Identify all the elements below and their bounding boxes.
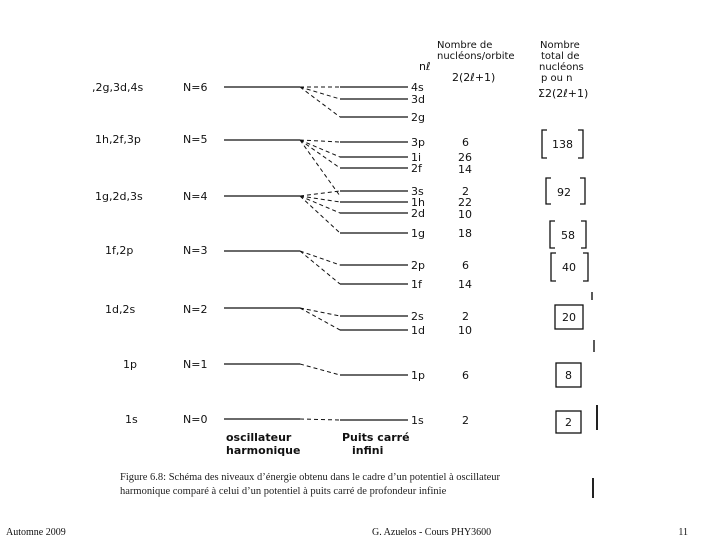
total-value: 8 — [565, 369, 572, 382]
shell-row — [105, 303, 300, 316]
level-name: 2g — [411, 111, 425, 124]
connectors — [300, 87, 340, 420]
level-name: 2p — [411, 259, 425, 272]
sw-levels — [340, 81, 472, 427]
ho-shells — [92, 81, 300, 426]
footer-center: G. Azuelos - Cours PHY3600 — [372, 527, 492, 538]
shell-label: 1d,2s — [105, 303, 136, 316]
total-value: 2 — [565, 416, 572, 429]
ho-label-line2: harmonique — [226, 444, 301, 457]
level-count: 18 — [458, 227, 472, 240]
shell-row — [95, 190, 300, 203]
level-count: 22 — [458, 196, 472, 209]
level-name: 4s — [411, 81, 424, 94]
shell-n: N=6 — [183, 81, 208, 94]
level-name: 1p — [411, 369, 425, 382]
shell-n: N=2 — [183, 303, 208, 316]
shell-row — [105, 244, 300, 257]
level-name: 3p — [411, 136, 425, 149]
total-value: 58 — [561, 229, 575, 242]
col1-formula: 2(2ℓ+1) — [452, 71, 496, 84]
col2-title-line4: p ou n — [541, 73, 573, 84]
sw-label-line1: Puits carré — [342, 431, 410, 444]
header — [419, 40, 588, 100]
bottom-labels — [226, 431, 410, 457]
level-name: 1s — [411, 414, 424, 427]
total-value: 40 — [562, 261, 576, 274]
level-count: 6 — [462, 259, 469, 272]
shell-n: N=4 — [183, 190, 208, 203]
figure-caption — [120, 472, 501, 497]
shell-n: N=5 — [183, 133, 208, 146]
level-count: 14 — [458, 163, 472, 176]
level-count: 10 — [458, 208, 472, 221]
level-count: 2 — [462, 185, 469, 198]
shell-label: 1s — [125, 413, 138, 426]
col2-formula: Σ2(2ℓ+1) — [538, 87, 589, 100]
shell-label: ,2g,3d,4s — [92, 81, 144, 94]
nl-label: nℓ — [419, 60, 431, 73]
shell-row — [123, 358, 300, 371]
shell-n: N=3 — [183, 244, 208, 257]
shell-row — [95, 133, 300, 146]
footer-left: Automne 2009 — [6, 527, 66, 538]
level-count: 6 — [462, 136, 469, 149]
shell-row — [92, 81, 300, 94]
level-name: 1g — [411, 227, 425, 240]
shell-label: 1p — [123, 358, 137, 371]
level-name: 2f — [411, 162, 422, 175]
shell-row — [125, 413, 300, 426]
level-name: 3d — [411, 93, 425, 106]
shell-label: 1h,2f,3p — [95, 133, 141, 146]
level-name: 2s — [411, 310, 424, 323]
shell-label: 1g,2d,3s — [95, 190, 143, 203]
col2-title-line2: total de — [541, 51, 580, 62]
level-name: 1h — [411, 196, 425, 209]
level-name: 2d — [411, 207, 425, 220]
level-count: 2 — [462, 310, 469, 323]
footer-page-number: 11 — [678, 527, 688, 538]
level-count: 6 — [462, 369, 469, 382]
sw-label-line2: infini — [352, 444, 384, 457]
col1-title-line2: nucléons/orbite — [437, 51, 515, 62]
scan-edge-marks — [592, 292, 597, 498]
total-value: 138 — [552, 138, 573, 151]
caption-line2: harmonique comparé à celui d’un potentiel à puits carré de profondeur infinie — [120, 486, 447, 497]
col2-title-line1: Nombre — [540, 40, 580, 51]
level-count: 26 — [458, 151, 472, 164]
level-name: 3s — [411, 185, 424, 198]
shell-n: N=0 — [183, 413, 208, 426]
total-value: 20 — [562, 311, 576, 324]
shell-label: 1f,2p — [105, 244, 134, 257]
caption-line1: Figure 6.8: Schéma des niveaux d’énergie obtenu dans le cadre d’un potentiel à oscillateur — [120, 472, 501, 483]
level-name: 1i — [411, 151, 422, 164]
level-count: 10 — [458, 324, 472, 337]
col2-title-line3: nucléons — [539, 62, 584, 73]
level-count: 14 — [458, 278, 472, 291]
ho-label-line1: oscillateur — [226, 431, 292, 444]
col1-title-line1: Nombre de — [437, 40, 493, 51]
shell-n: N=1 — [183, 358, 208, 371]
level-count: 2 — [462, 414, 469, 427]
level-name: 1d — [411, 324, 425, 337]
level-name: 1f — [411, 278, 422, 291]
totals — [542, 130, 588, 433]
total-value: 92 — [557, 186, 571, 199]
